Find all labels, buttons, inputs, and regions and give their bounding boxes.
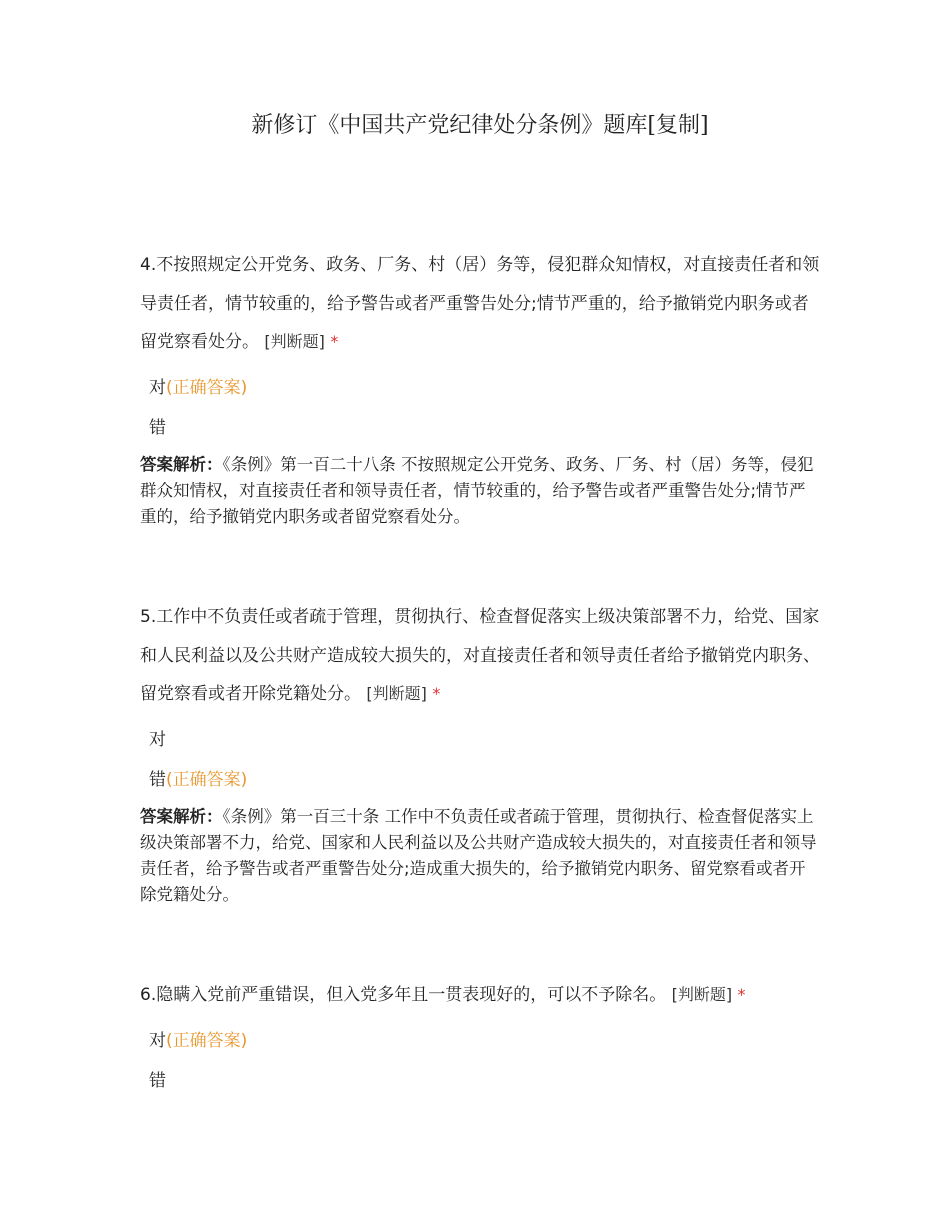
option-true[interactable] [140,1021,820,1061]
option-true[interactable] [140,368,820,408]
page-title: 新修订《中国共产党纪律处分条例》题库[复制] [251,113,709,138]
option-label: 错 [149,417,166,438]
options-list [140,1021,820,1101]
correct-answer-mark: (正确答案) [166,1030,248,1051]
question-type-tag: [判断题] [264,332,325,351]
question-item [140,246,820,530]
question-item [140,976,820,1101]
option-false[interactable] [140,408,820,448]
correct-answer-mark: (正确答案) [166,769,248,790]
correct-answer-mark: (正确答案) [166,377,248,398]
question-stem: 4.不按照规定公开党务、政务、厂务、村（居）务等，侵犯群众知情权，对直接责任者和领导责任者，情节较重的，给予警告或者严重警告处分;情节严重的，给予撤销党内职务或者留党察看处分。 [140,255,820,352]
option-false[interactable] [140,1061,820,1101]
analysis-label: 答案解析： [140,454,223,474]
answer-analysis [140,804,820,908]
question-item [140,598,820,908]
options-list [140,368,820,448]
question-stem: 6.隐瞒入党前严重错误，但入党多年且一贯表现好的，可以不予除名。 [140,985,667,1005]
question-stem: 5.工作中不负责任或者疏于管理，贯彻执行、检查督促落实上级决策部署不力，给党、国家和人民利益以及公共财产造成较大损失的，对直接责任者和领导责任者给予撤销党内职务、留党察看或者开除党籍处分。 [140,607,820,704]
required-marker: * [737,985,746,1004]
option-label: 对 [149,377,166,398]
answer-analysis [140,452,820,530]
question-text [140,976,820,1015]
options-list [140,720,820,800]
analysis-text: 《条例》第一百二十八条 不按照规定公开党务、政务、厂务、村（居）务等，侵犯群众知情权，对直接责任者和领导责任者，情节较重的，给予警告或者严重警告处分;情节严重的，给予撤销党内职务或者留党察看处分。 [140,454,814,526]
question-type-tag: [判断题] [671,985,733,1004]
option-label: 错 [149,769,166,790]
option-label: 错 [149,1070,166,1091]
required-marker: * [432,684,441,703]
option-true[interactable] [140,720,820,760]
question-type-tag: [判断题] [366,684,427,703]
analysis-text: 《条例》第一百三十条 工作中不负责任或者疏于管理，贯彻执行、检查督促落实上级决策部署不力，给党、国家和人民利益以及公共财产造成较大损失的，对直接责任者和领导责任者，给予警告或者严重警告处分;造成重大损失的，给予撤销党内职务、留党察看或者开除党籍处分。 [140,806,817,904]
analysis-label: 答案解析： [140,806,223,826]
question-text [140,246,820,362]
required-marker: * [330,332,339,351]
question-text [140,598,820,714]
option-label: 对 [149,729,166,750]
option-label: 对 [149,1030,166,1051]
option-false[interactable] [140,760,820,800]
